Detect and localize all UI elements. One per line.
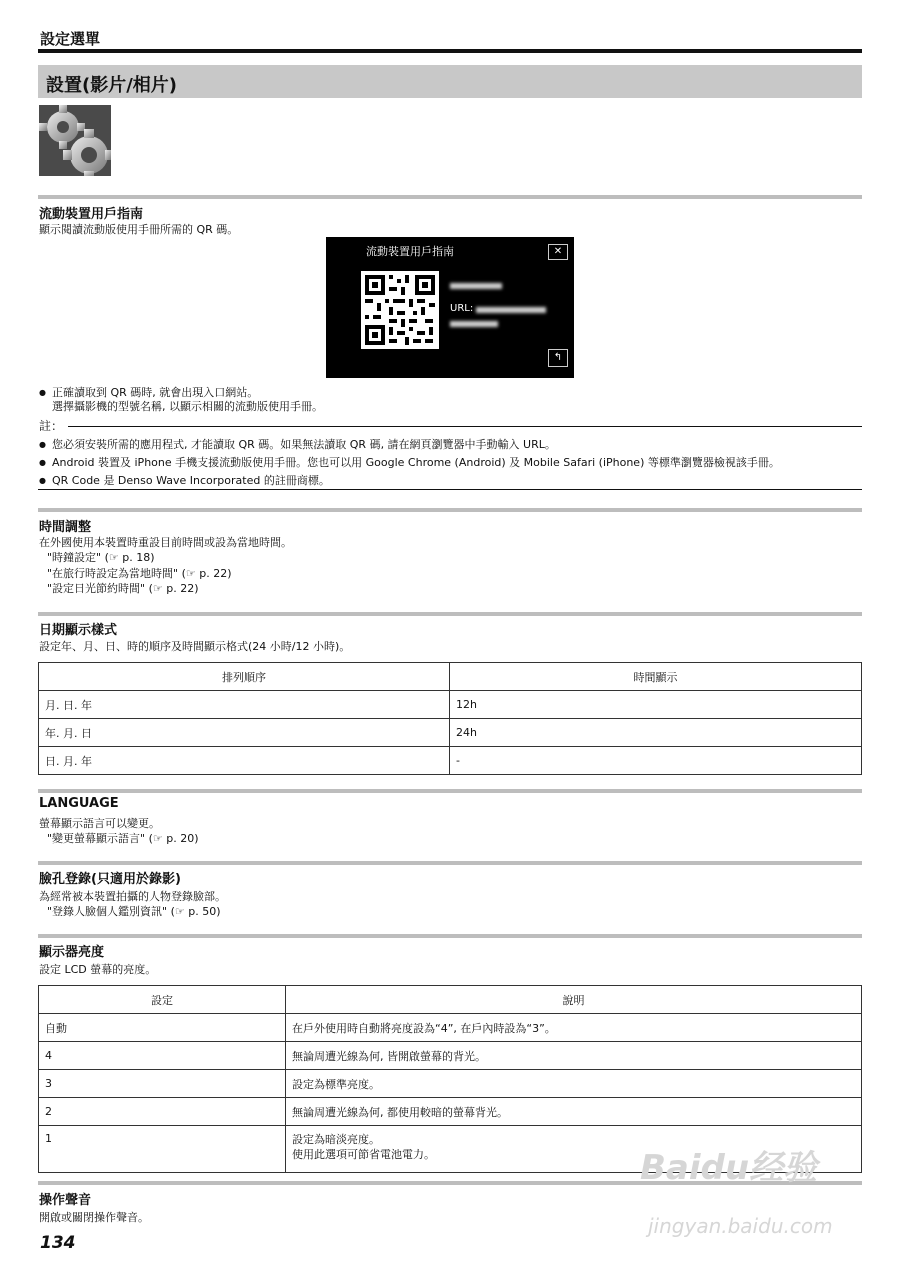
table-cell: 在戶外使用時自動將亮度設為“4”, 在戶內時設為“3”。 — [286, 1014, 862, 1042]
table-header-cell: 時間顯示 — [450, 663, 862, 691]
section-banner — [38, 65, 862, 98]
table-cell: 24h — [450, 719, 862, 747]
note-end-rule — [38, 489, 862, 490]
table-cell: 4 — [39, 1042, 286, 1070]
table-cell: 2 — [39, 1098, 286, 1126]
chapter-rule — [38, 49, 862, 53]
cell-line: 設定為暗淡亮度。 — [292, 1133, 380, 1146]
operation-sound-heading: 操作聲音 — [39, 1193, 92, 1208]
face-registration-heading: 臉孔登錄(只適用於錄影) — [39, 872, 181, 887]
table-cell: 自動 — [39, 1014, 286, 1042]
date-style-desc: 設定年、月、日、時的順序及時間顯示格式(24 小時/12 小時)。 — [39, 640, 351, 653]
table-row — [39, 691, 862, 719]
section-rule — [38, 861, 862, 865]
chapter-title: 設定選單 — [40, 30, 101, 48]
blurred-model-name — [450, 283, 502, 289]
table-row — [39, 1014, 862, 1042]
page-number: 134 — [40, 1233, 76, 1253]
operation-sound-desc: 開啟或關閉操作聲音。 — [39, 1211, 149, 1224]
screen-url-label: URL: — [450, 303, 474, 314]
date-style-table — [38, 662, 862, 775]
cell-line: 使用此選項可節省電池電力。 — [292, 1148, 435, 1161]
watermark-url: jingyan.baidu.com — [648, 1214, 833, 1238]
banner-title: 設置(影片/相片) — [46, 75, 178, 96]
table-cell: 無論周遭光線為何, 都使用較暗的螢幕背光。 — [286, 1098, 862, 1126]
section-rule — [38, 789, 862, 793]
table-row — [39, 1098, 862, 1126]
time-adjust-heading: 時間調整 — [39, 520, 92, 535]
table-cell: 日. 月. 年 — [39, 747, 450, 775]
table-header-row — [39, 986, 862, 1014]
gear-icon — [39, 105, 111, 176]
back-icon: ↰ — [548, 349, 568, 367]
page-reference[interactable]: "變更螢幕顯示語言" (☞ p. 20) — [47, 832, 199, 845]
table-cell: 12h — [450, 691, 862, 719]
date-style-heading: 日期顯示樣式 — [39, 623, 118, 638]
section-rule — [38, 508, 862, 512]
note-item: ● QR Code 是 Denso Wave Incorporated 的註冊商標。 — [39, 473, 330, 489]
qr-code — [361, 271, 439, 349]
watermark-logo: Baidu经验 — [640, 1148, 818, 1188]
brightness-heading: 顯示器亮度 — [39, 945, 105, 960]
table-header-row — [39, 663, 862, 691]
language-desc: 螢幕顯示語言可以變更。 — [39, 817, 160, 830]
table-row — [39, 1042, 862, 1070]
table-row — [39, 719, 862, 747]
blurred-url-line2 — [450, 321, 498, 327]
table-cell: 設定為標準亮度。 — [286, 1070, 862, 1098]
mobile-guide-desc: 顯示閱讀流動版使用手冊所需的 QR 碼。 — [39, 223, 239, 236]
list-item-continuation: 選擇攝影機的型號名稱, 以顯示相關的流動版使用手冊。 — [52, 400, 323, 413]
page-reference[interactable]: "時鐘設定" (☞ p. 18) — [47, 551, 155, 564]
time-adjust-desc: 在外國使用本裝置時重設目前時間或設為當地時間。 — [39, 536, 292, 549]
blurred-url — [476, 307, 546, 313]
screen-title: 流動裝置用戶指南 — [366, 245, 454, 258]
mobile-guide-heading: 流動裝置用戶指南 — [39, 207, 144, 222]
page-reference[interactable]: "設定日光節約時間" (☞ p. 22) — [47, 582, 199, 595]
face-registration-desc: 為經常被本裝置拍攝的人物登錄臉部。 — [39, 890, 226, 903]
section-rule — [38, 934, 862, 938]
page-reference[interactable]: "在旅行時設定為當地時間" (☞ p. 22) — [47, 567, 232, 580]
table-row — [39, 747, 862, 775]
table-cell: 3 — [39, 1070, 286, 1098]
note-label: 註： — [39, 419, 64, 433]
table-row — [39, 1070, 862, 1098]
table-cell: 1 — [39, 1126, 286, 1173]
note-item: ● 您必須安裝所需的應用程式, 才能讀取 QR 碼。如果無法讀取 QR 碼, 請在網頁瀏覽器中手動輸入 URL。 — [39, 437, 556, 453]
section-rule — [38, 195, 862, 199]
table-cell: 月. 日. 年 — [39, 691, 450, 719]
table-header-cell: 排列順序 — [39, 663, 450, 691]
note-rule — [68, 426, 862, 427]
section-rule — [38, 612, 862, 616]
note-item: ● Android 裝置及 iPhone 手機支援流動版使用手冊。您也可以用 Google Chrome (Android) 及 Mobile Safari (iPhone) 等標準瀏覽器檢視該手冊。 — [39, 455, 780, 471]
brightness-desc: 設定 LCD 螢幕的亮度。 — [39, 963, 157, 976]
table-cell: - — [450, 747, 862, 775]
table-cell: 無論周遭光線為何, 皆開啟螢幕的背光。 — [286, 1042, 862, 1070]
qr-screen-illustration — [326, 237, 574, 378]
close-icon: ✕ — [548, 244, 568, 260]
table-header-cell: 說明 — [286, 986, 862, 1014]
language-heading: LANGUAGE — [39, 796, 119, 811]
list-item: ● 正確讀取到 QR 碼時, 就會出現入口網站。 — [39, 385, 258, 401]
table-cell: 年. 月. 日 — [39, 719, 450, 747]
page-reference[interactable]: "登錄人臉個人鑑別資訊" (☞ p. 50) — [47, 905, 221, 918]
table-header-cell: 設定 — [39, 986, 286, 1014]
